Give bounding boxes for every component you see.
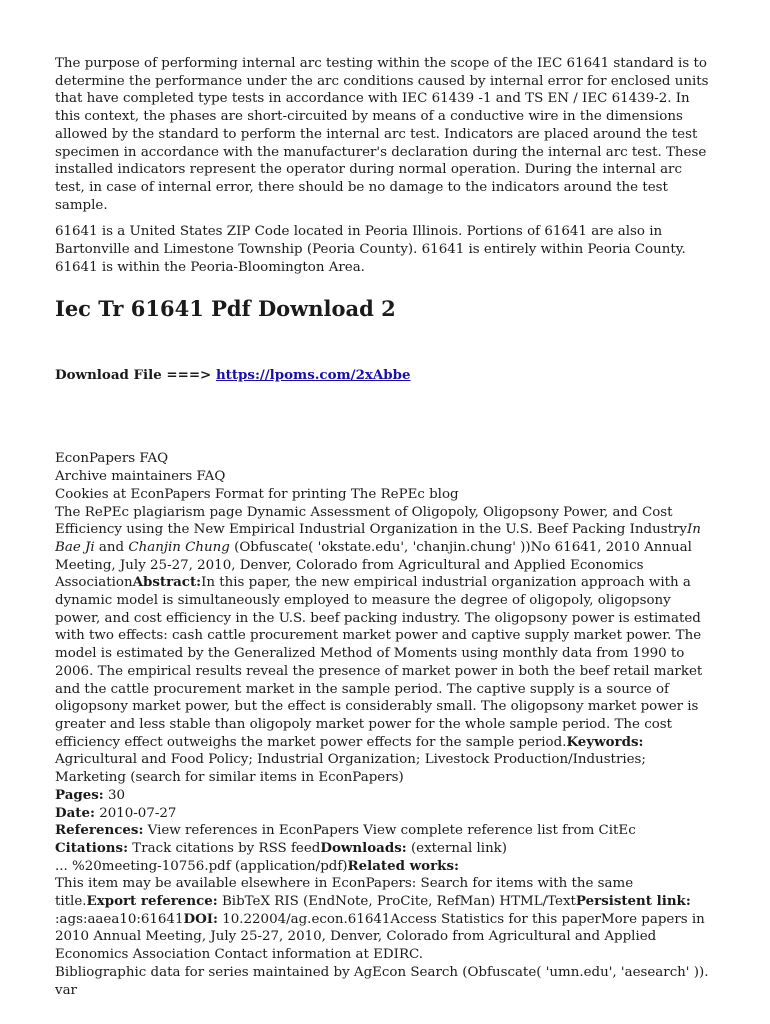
- econpapers-faq-link[interactable]: EconPapers FAQ: [55, 451, 169, 467]
- related-label: Related works:: [347, 857, 459, 874]
- download-line: [55, 366, 715, 384]
- pdf-line: [55, 858, 717, 876]
- export-text[interactable]: BibTeX RIS (EndNote, ProCite, RefMan) HTML/Text: [217, 894, 576, 910]
- doi-value[interactable]: 10.22004/ag.econ.61641Access Statistics for this paperMore papers in 2010 Annual Meeting, July 25-27, 2010, Denver, Colorado from Agricultural and Applied Economics Association Contact information at EDIRC.: [55, 911, 705, 963]
- persistent-line: [55, 911, 717, 964]
- persistent-label: Persistent link:: [575, 893, 691, 910]
- citations-value[interactable]: Track citations by RSS feed: [128, 840, 321, 856]
- author-and: and: [94, 539, 129, 555]
- downloads-value[interactable]: (external link): [406, 840, 508, 856]
- page-title: Iec Tr 61641 Pdf Download 2: [55, 296, 396, 322]
- archive-faq-link[interactable]: Archive maintainers FAQ: [55, 469, 226, 485]
- references-label: References:: [55, 822, 144, 839]
- date-value: 2010-07-27: [94, 805, 177, 821]
- related-line: [55, 875, 717, 910]
- citations-label: Citations:: [55, 839, 129, 856]
- export-label: Export reference:: [86, 893, 218, 910]
- author-2: Chanjin Chung: [128, 539, 230, 555]
- download-link[interactable]: https://lpoms.com/2xAbbe: [215, 367, 411, 384]
- download-label: Download File ===>: [55, 367, 216, 384]
- author-1: In Bae Ji: [55, 522, 701, 555]
- keywords-text: Agricultural and Food Policy; Industrial Organization; Livestock Production/Industries; Marketing (search for similar items in EconPapers): [55, 752, 646, 786]
- references-line: [55, 822, 717, 840]
- intro-paragraph-2: 61641 is a United States ZIP Code located in Peoria Illinois. Portions of 61641 are also in Bartonville and Limestone Township (Peoria County). 61641 is entirely within Peoria County. 61641 is within the Peoria-Bloomington Area.: [55, 224, 686, 275]
- pages-line: [55, 787, 717, 805]
- abstract-label: Abstract:: [132, 574, 202, 591]
- pages-value: 30: [103, 787, 126, 803]
- date-line: [55, 805, 717, 823]
- citations-line: [55, 840, 717, 858]
- references-value[interactable]: View references in EconPapers View complete reference list from CitEc: [143, 823, 636, 839]
- persistent-value[interactable]: :ags:aaea10:61641: [55, 911, 184, 927]
- intro-paragraph-1: The purpose of performing internal arc testing within the scope of the IEC 61641 standard is to determine the performance under the arc conditions caused by internal error for enclosed units that have completed type tests in accordance with IEC 61439 -1 and TS EN / IEC 61439-2. In this context, the phases are short-circuited by means of a conductive wire in the dimensions allowed by the standard to perform the internal arc test. Indicators are placed around the test specimen in accordance with the manufacturer's declaration during the internal arc test. These installed indicators represent the operator during normal operation. During the internal arc test, in case of internal error, there should be no damage to the indicators around the test sample.: [55, 56, 709, 213]
- downloads-label: Downloads:: [320, 839, 407, 856]
- keywords-label: Keywords:: [566, 733, 644, 750]
- doi-label: DOI:: [183, 910, 218, 927]
- paper-source: (Obfuscate( 'okstate.edu', 'chanjin.chung' ))No 61641, 2010 Annual Meeting, July 25-27, 2010, Denver, Colorado from Agricultural and Applied Economics Association: [55, 539, 692, 591]
- pages-label: Pages:: [55, 786, 104, 803]
- cookies-line[interactable]: Cookies at EconPapers Format for printing The RePEc blog: [55, 486, 459, 502]
- paper-intro-text: The RePEc plagiarism page Dynamic Assessment of Oligopoly, Oligopsony Power, and Cost Efficiency using the New Empirical Industrial Organization in the U.S. Beef Packing Industry: [55, 504, 687, 538]
- econpapers-block: [55, 450, 717, 999]
- date-label: Date:: [55, 804, 95, 821]
- related-text[interactable]: This item may be available elsewhere in EconPapers: Search for items with the same title.: [55, 876, 634, 910]
- bibliographic-line: Bibliographic data for series maintained by AgEcon Search (Obfuscate( 'umn.edu', 'aesearch' )). var: [55, 964, 709, 998]
- pdf-link[interactable]: ... %20meeting-10756.pdf (application/pdf): [55, 858, 348, 874]
- abstract-text: In this paper, the new empirical industrial organization approach with a dynamic model is simultaneously employed to measure the degree of oligopoly, oligopsony power, and cost efficiency in the U.S. beef packing industry. The oligopsony power is estimated with two effects: cash cattle procurement market power and captive supply market power. The model is estimated by the Generalized Method of Moments using monthly data from 1990 to 2006. The empirical results reveal the presence of market power in both the beef retail market and the cattle procurement market in the sample period. The captive supply is a source of oligopsony market power, but the effect is considerably small. The oligopsony market power is greater and less stable than oligopoly market power for the whole sample period. The cost efficiency effect outweighs the market power effects for the sample period.: [55, 575, 703, 750]
